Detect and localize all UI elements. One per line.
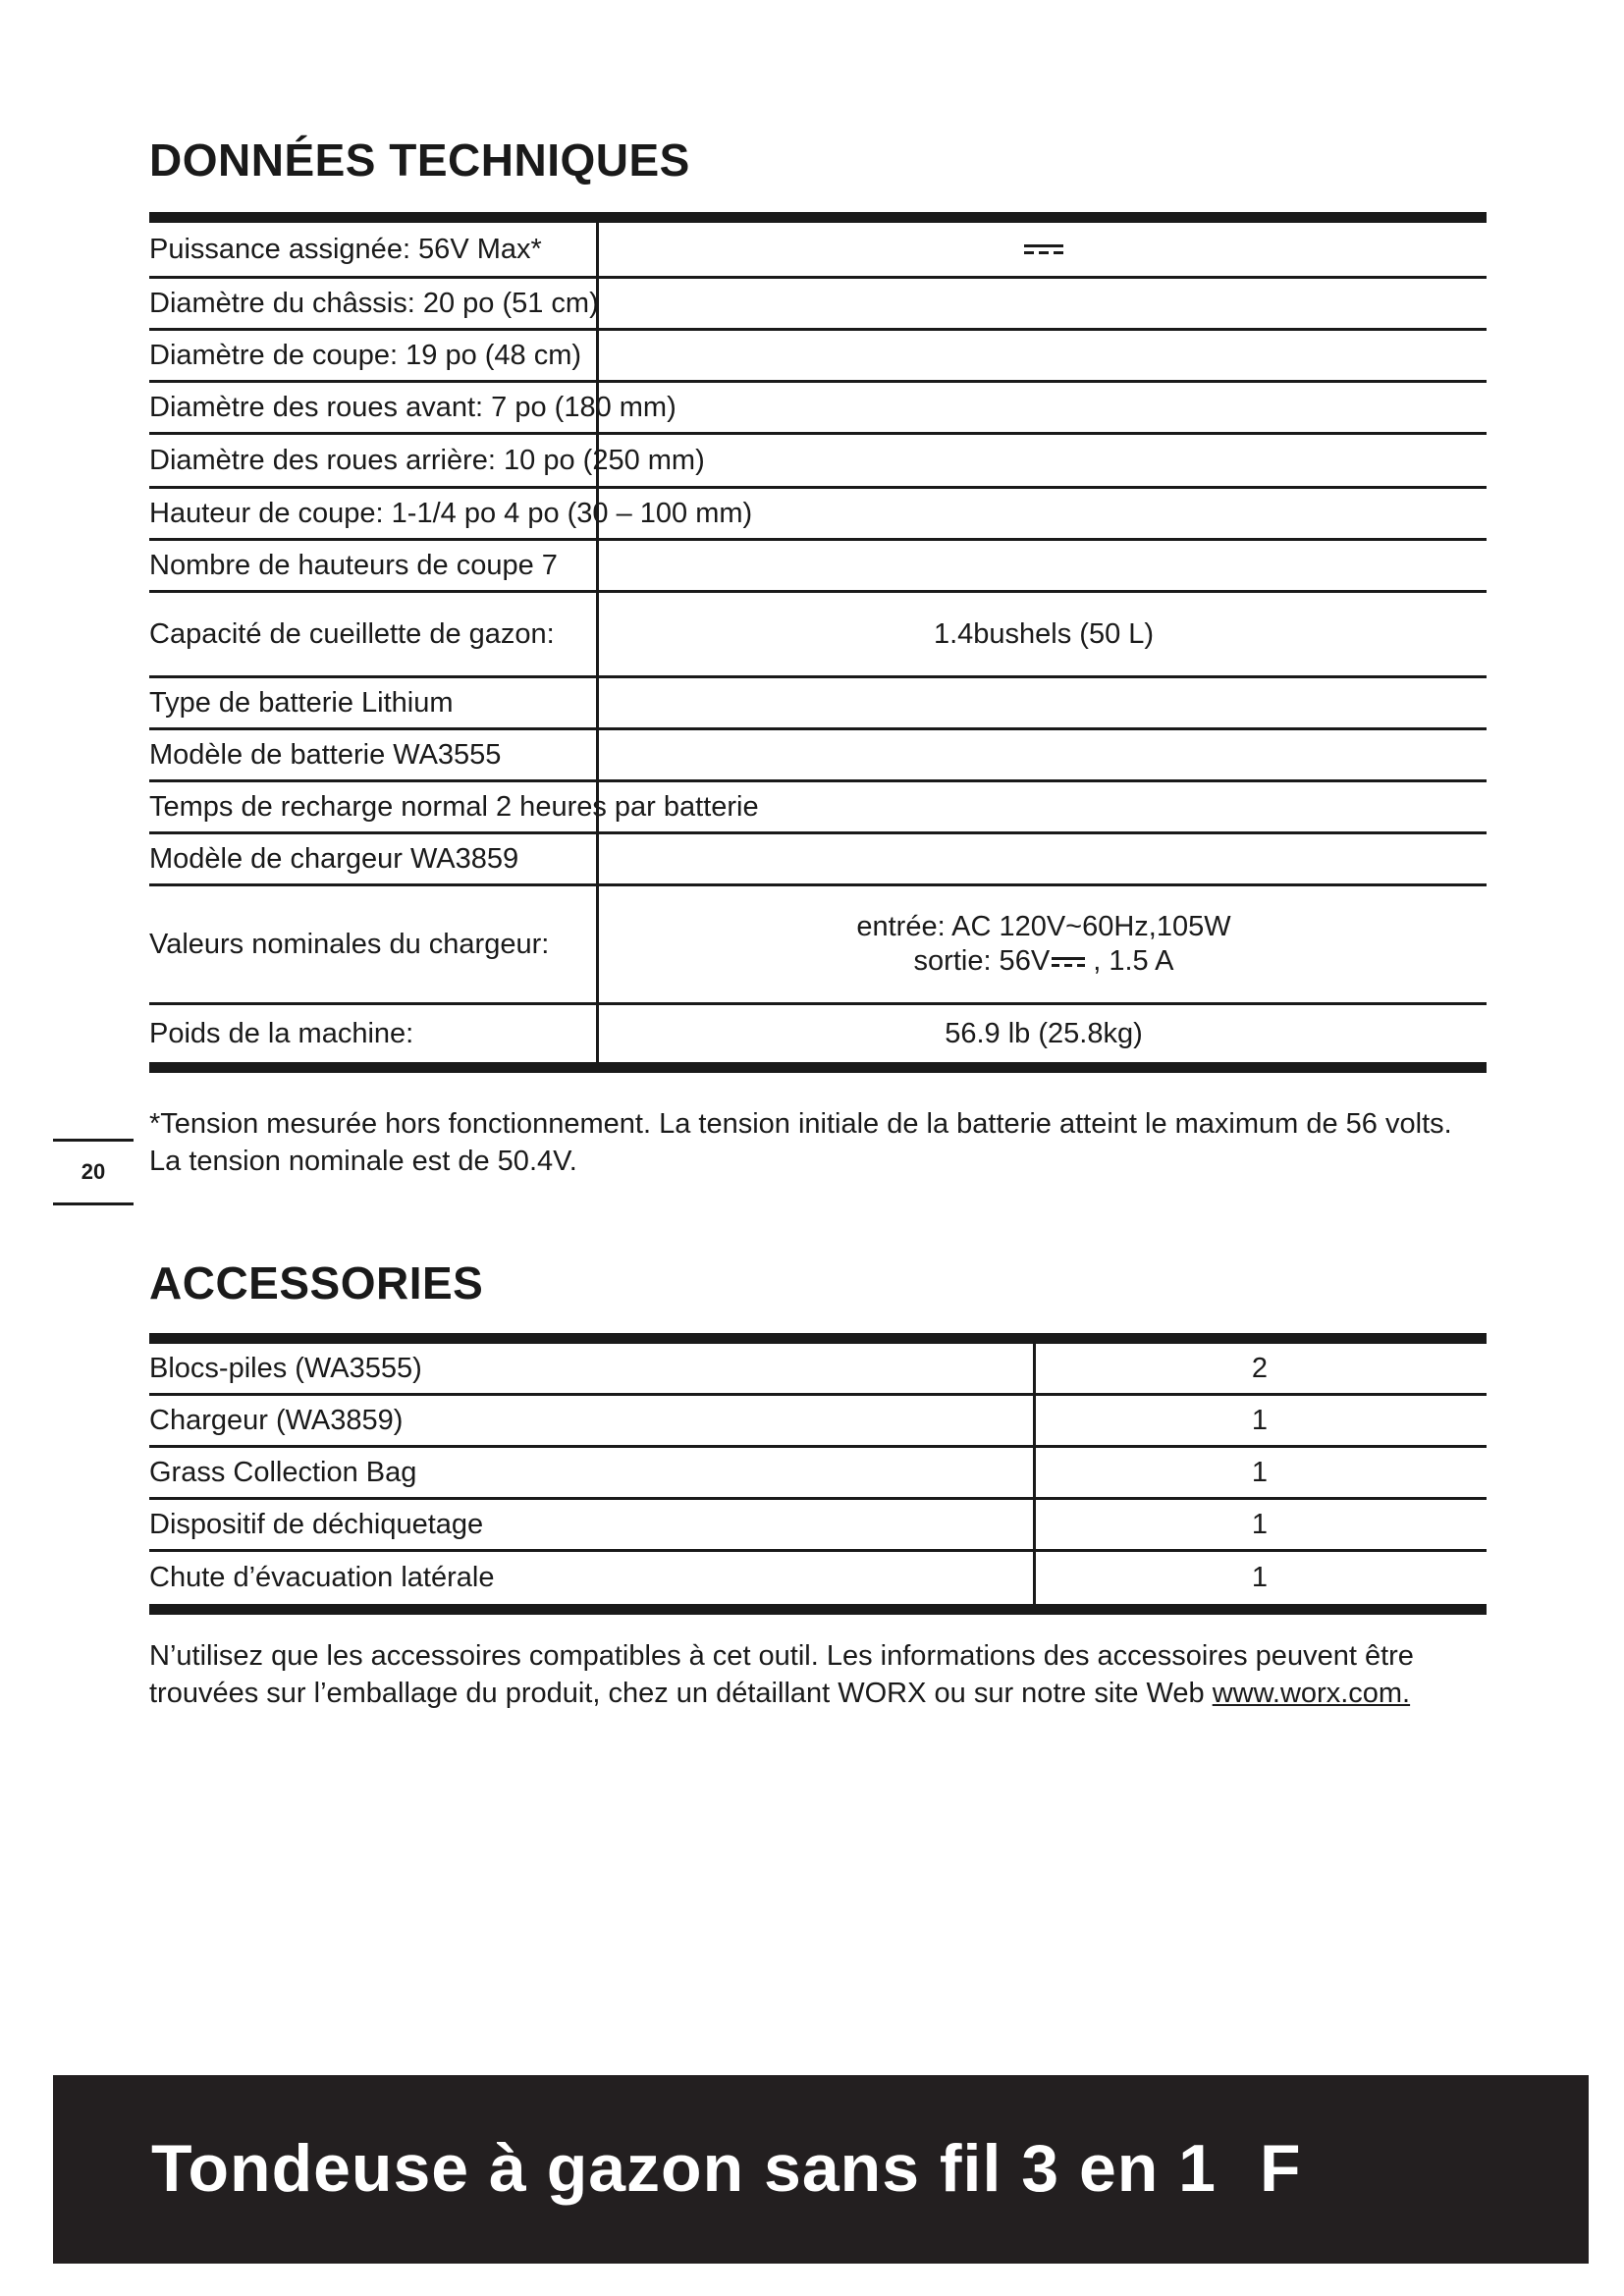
charger-output-current: , 1.5 A xyxy=(1085,945,1174,977)
table-row xyxy=(149,1500,1487,1552)
table-row xyxy=(149,1552,1487,1604)
table-row xyxy=(149,834,1487,886)
spec-label: Diamètre des roues arrière: 10 po (250 mm) xyxy=(149,444,705,476)
table-row xyxy=(149,886,1487,1005)
table-row xyxy=(149,1396,1487,1448)
table-row xyxy=(149,1344,1487,1396)
table-row xyxy=(149,331,1487,383)
accessory-qty: 1 xyxy=(1251,1404,1269,1436)
table-row xyxy=(149,489,1487,541)
spec-label: Temps de recharge normal 2 heures par batterie xyxy=(149,790,759,823)
accessory-qty: 2 xyxy=(1251,1352,1269,1384)
spec-label: Poids de la machine: xyxy=(149,1017,414,1049)
dc-voltage-icon xyxy=(1024,242,1063,256)
spec-label: Hauteur de coupe: 1-1/4 po 4 po (30 – 100 mm) xyxy=(149,497,753,529)
spec-label: Diamètre du châssis: 20 po (51 cm) xyxy=(149,287,599,319)
table-row xyxy=(149,782,1487,834)
table-row xyxy=(149,383,1487,435)
spec-label: Puissance assignée: 56V Max* xyxy=(149,233,542,265)
accessory-qty: 1 xyxy=(1251,1562,1269,1593)
table-row xyxy=(149,279,1487,331)
accessories-table xyxy=(149,1333,1487,1615)
accessory-qty: 1 xyxy=(1251,1456,1269,1488)
table-bottom-rule xyxy=(149,1062,1487,1073)
spec-value xyxy=(601,223,1487,276)
accessory-name: Blocs-piles (WA3555) xyxy=(149,1352,422,1384)
accessories-note-text: N’utilisez que les accessoires compatibles à cet outil. Les informations des accessoires peuvent être trouvées sur l’emballage du produit, chez un détaillant WORX ou sur notre site Web xyxy=(149,1640,1414,1709)
product-title xyxy=(151,2130,1302,2207)
footnote: *Tension mesurée hors fonctionnement. La tension initiale de la batterie atteint le maximum de 56 volts. La tension nominale est de 50.4V. xyxy=(149,1108,1452,1177)
spec-label: Modèle de batterie WA3555 xyxy=(149,738,502,771)
spec-value xyxy=(601,886,1487,1002)
spec-label: Type de batterie Lithium xyxy=(149,686,454,719)
table-row xyxy=(149,541,1487,593)
footer-banner xyxy=(53,2075,1589,2264)
table-top-rule xyxy=(149,212,1487,223)
spec-label: Diamètre de coupe: 19 po (48 cm) xyxy=(149,339,582,371)
table-top-rule xyxy=(149,1333,1487,1344)
spec-label: Valeurs nominales du chargeur: xyxy=(149,928,550,960)
accessories-note xyxy=(149,1637,1485,1712)
spec-label: Capacité de cueillette de gazon: xyxy=(149,617,555,650)
accessory-qty: 1 xyxy=(1251,1508,1269,1540)
spec-value: 1.4bushels (50 L) xyxy=(933,617,1155,650)
table-row xyxy=(149,730,1487,782)
table-row xyxy=(149,1448,1487,1500)
spec-label: Modèle de chargeur WA3859 xyxy=(149,842,519,875)
product-name: Tondeuse à gazon sans fil 3 en 1 xyxy=(151,2131,1218,2206)
table-row xyxy=(149,593,1487,678)
page-number: 20 xyxy=(53,1139,134,1205)
dc-voltage-icon xyxy=(1052,956,1085,968)
language-code: F xyxy=(1260,2131,1302,2206)
charger-output-voltage: sortie: 56V xyxy=(913,945,1051,977)
accessory-name: Chute d’évacuation latérale xyxy=(149,1562,495,1593)
accessory-name: Dispositif de déchiquetage xyxy=(149,1508,484,1540)
table-row xyxy=(149,1005,1487,1062)
specs-heading: DONNÉES TECHNIQUES xyxy=(149,134,690,186)
specs-table xyxy=(149,212,1487,1073)
table-row xyxy=(149,223,1487,279)
accessory-name: Grass Collection Bag xyxy=(149,1456,417,1488)
accessories-heading: ACCESSORIES xyxy=(149,1257,484,1308)
spec-label: Diamètre des roues avant: 7 po (180 mm) xyxy=(149,391,677,423)
charger-output-rating xyxy=(914,944,1174,979)
table-bottom-rule xyxy=(149,1604,1487,1615)
spec-label: Nombre de hauteurs de coupe 7 xyxy=(149,549,558,581)
worx-website-link[interactable]: www.worx.com. xyxy=(1212,1678,1411,1709)
accessory-name: Chargeur (WA3859) xyxy=(149,1404,404,1436)
spec-value: 56.9 lb (25.8kg) xyxy=(945,1017,1143,1049)
charger-input-rating: entrée: AC 120V~60Hz,105W xyxy=(856,911,1231,942)
table-row xyxy=(149,435,1487,489)
table-row xyxy=(149,678,1487,730)
